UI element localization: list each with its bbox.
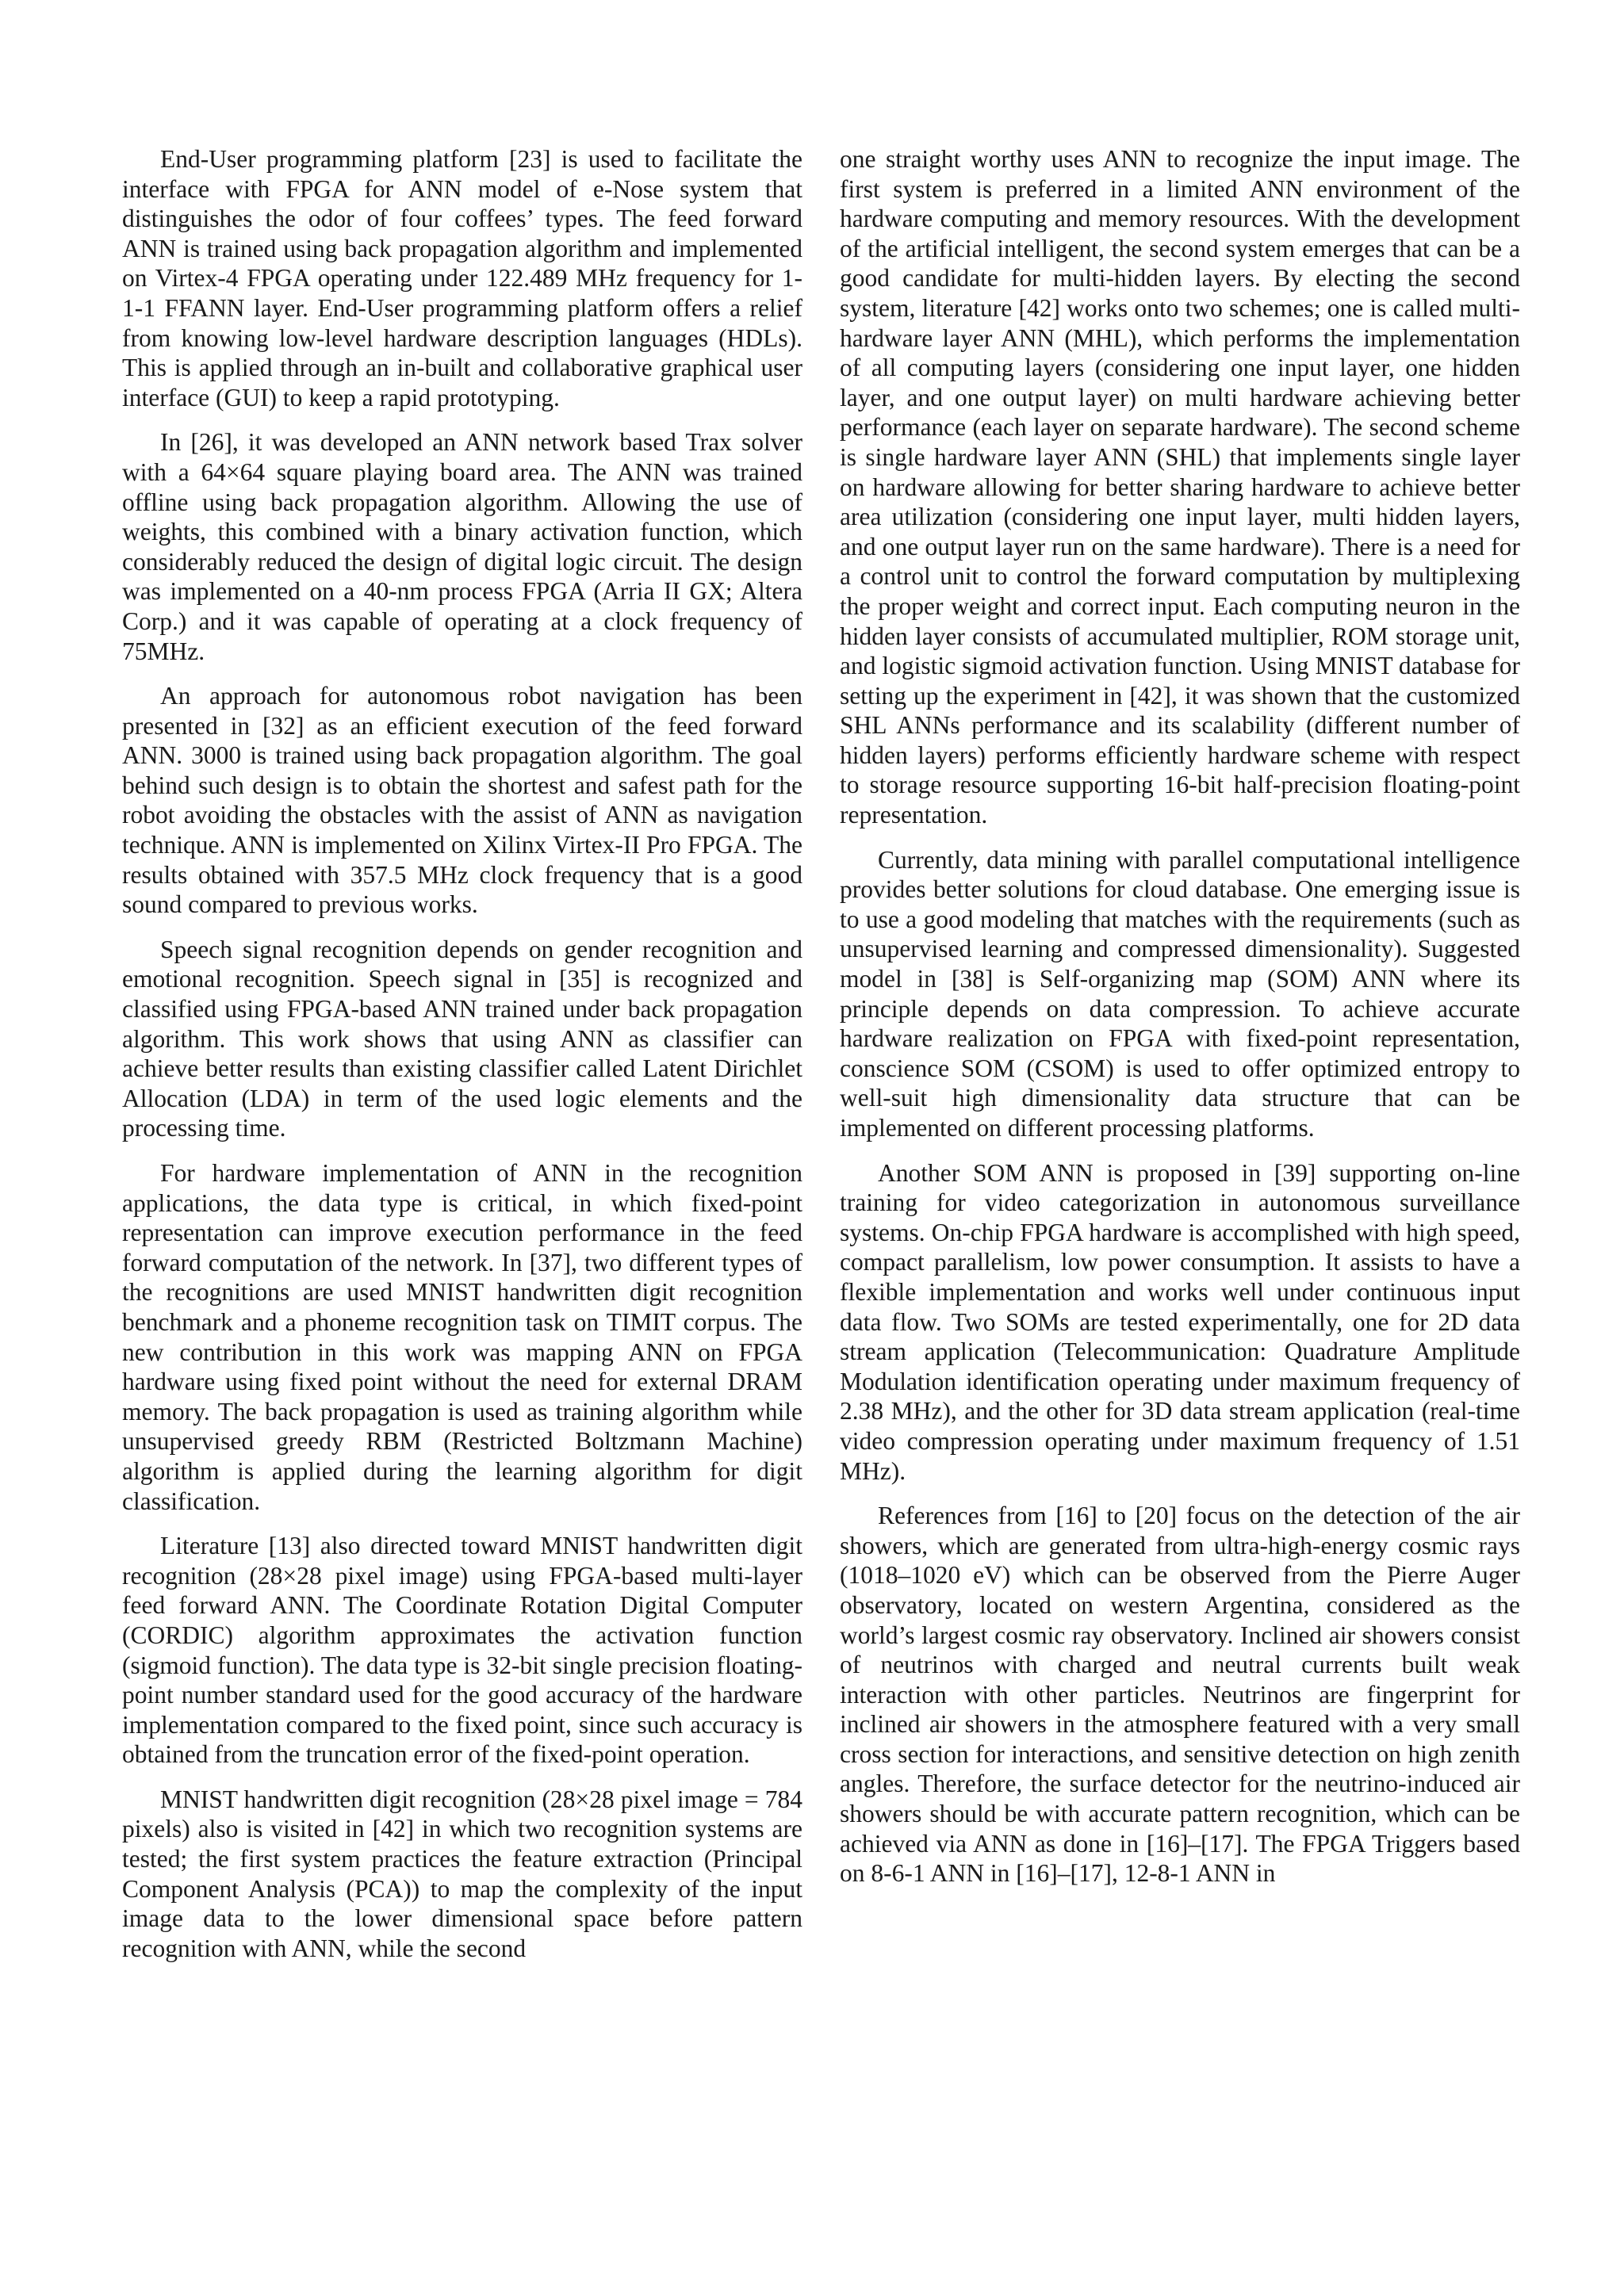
paragraph-data-mining-som: Currently, data mining with parallel computational intelligence provides better solutions for cloud database. One emerging issue is to use a good modeling that matches with the requirements (such as unsupervised learning and compressed dimensionality). Suggested model in [38] is Self-organizing map (SOM) ANN where its principle depends on data compression. To achieve accurate hardware realization on FPGA with fixed-point representation, conscience SOM (CSOM) is used to offer optimized entropy to well-suit high dimensionality data structure that can be implemented on different processing platforms. (840, 845, 1520, 1142)
paragraph-end-user-platform: End-User programming platform [23] is used to facilitate the interface with FPGA for ANN model of e-Nose system that distinguishes the odor of four coffees’ types. The feed forward ANN is trained using back propagation algorithm and implemented on Virtex-4 FPGA operating under 122.489 MHz frequency for 1-1-1 FFANN layer. End-User programming platform offers a relief from knowing low-level hardware description languages (HDLs). This is applied through an in-built and collaborative graphical user interface (GUI) to keep a rapid prototyping. (122, 145, 802, 411)
paragraph-mhl-shl-continued: one straight worthy uses ANN to recognize the input image. The first system is preferred in a limited ANN environment of the hardware computing and memory resources. With the development of the artificial intelligent, the second system emerges that can be a good candidate for multi-hidden layers. By electing the second system, literature [42] works onto two schemes; one is called multi-hardware layer ANN (MHL), which performs the implementation of all computing layers (considering one input layer, one hidden layer, and one output layer) on multi hardware achieving better performance (each layer on separate hardware). The second scheme is single hardware layer ANN (SHL) that implements single layer on hardware allowing for better sharing hardware to achieve better area utilization (considering one input layer, multi hidden layers, and one output layer run on the same hardware). There is a need for a control unit to control the forward computation by multiplexing the proper weight and correct input. Each computing neuron in the hidden layer consists of accumulated multiplier, ROM storage unit, and logistic sigmoid activation function. Using MNIST database for setting up the experiment in [42], it was shown that the customized SHL ANNs performance and its scalability (different number of hidden layers) performs efficiently hardware scheme with respect to storage resource supporting 16-bit half-precision floating-point representation. (840, 145, 1520, 829)
paragraph-mnist-cordic: Literature [13] also directed toward MNIST handwritten digit recognition (28×28 pixel image) using FPGA-based multi-layer feed forward ANN. The Coordinate Rotation Digital Computer (CORDIC) algorithm approximates the activation function (sigmoid function). The data type is 32-bit single precision floating-point number standard used for the good accuracy of the hardware implementation compared to the fixed point, since such accuracy is obtained from the truncation error of the fixed-point operation. (122, 1532, 802, 1769)
right-column (840, 144, 1520, 1904)
left-column (122, 144, 802, 1978)
paragraph-som-video: Another SOM ANN is proposed in [39] supporting on-line training for video categorization in autonomous surveillance systems. On-chip FPGA hardware is accomplished with high speed, compact parallelism, low power consumption. It assists to have a flexible implementation and works well under continuous input data flow. Two SOMs are tested experimentally, one for 2D data stream application (Telecommunication: Quadrature Amplitude Modulation identification operating under maximum frequency of 2.38 MHz), and the other for 3D data stream application (real-time video compression operating under maximum frequency of 1.51 MHz). (840, 1158, 1520, 1485)
paragraph-robot-navigation: An approach for autonomous robot navigation has been presented in [32] as an efficient execution of the feed forward ANN. 3000 is trained using back propagation algorithm. The goal behind such design is to obtain the shortest and safest path for the robot avoiding the obstacles with the assist of ANN as navigation technique. ANN is implemented on Xilinx Virtex-II Pro FPGA. The results obtained with 357.5 MHz clock frequency that is a good sound compared to previous works. (122, 682, 802, 919)
paragraph-air-showers: References from [16] to [20] focus on the detection of the air showers, which are generated from ultra-high-energy cosmic rays (1018–1020 eV) which can be observed from the Pierre Auger observatory, located on western Argentina, considered as the world’s largest cosmic ray observatory. Inclined air showers consist of neutrinos with charged and neutral currents built weak interaction with other particles. Neutrinos are fingerprint for inclined air showers in the atmosphere featured with a very small cross section for interactions, and sensitive detection on high zenith angles. Therefore, the surface detector for the neutrino-induced air showers should be with accurate pattern recognition, which can be achieved via ANN as done in [16]–[17]. The FPGA Triggers based on 8-6-1 ANN in [16]–[17], 12-8-1 ANN in (840, 1502, 1520, 1888)
paragraph-fixed-point-recognition: For hardware implementation of ANN in the recognition applications, the data type is critical, in which fixed-point representation can improve execution performance in the feed forward computation of the network. In [37], two different types of the recognitions are used MNIST handwritten digit recognition benchmark and a phoneme recognition task on TIMIT corpus. The new contribution in this work was mapping ANN on FPGA hardware using fixed point without the need for external DRAM memory. The back propagation is used as training algorithm while unsupervised greedy RBM (Restricted Boltzmann Machine) algorithm is applied during the learning algorithm for digit classification. (122, 1159, 802, 1515)
paragraph-trax-solver: In [26], it was developed an ANN network based Trax solver with a 64×64 square playing board area. The ANN was trained offline using back propagation algorithm. Allowing the use of weights, this combined with a binary activation function, which considerably reduced the design of digital logic circuit. The design was implemented on a 40-nm process FPGA (Arria II GX; Altera Corp.) and it was capable of operating at a clock frequency of 75MHz. (122, 428, 802, 665)
paragraph-speech-recognition: Speech signal recognition depends on gender recognition and emotional recognition. Speech signal in [35] is recognized and classified using FPGA-based ANN trained under back propagation algorithm. This work shows that using ANN as classifier can achieve better results than existing classifier called Latent Dirichlet Allocation (LDA) in term of the used logic elements and the processing time. (122, 935, 802, 1142)
paragraph-mnist-pca: MNIST handwritten digit recognition (28×28 pixel image = 784 pixels) also is visited in [42] in which two recognition systems are tested; the first system practices the feature extraction (Principal Component Analysis (PCA)) to map the complexity of the input image data to the lower dimensional space before pattern recognition with ANN, while the second (122, 1785, 802, 1962)
